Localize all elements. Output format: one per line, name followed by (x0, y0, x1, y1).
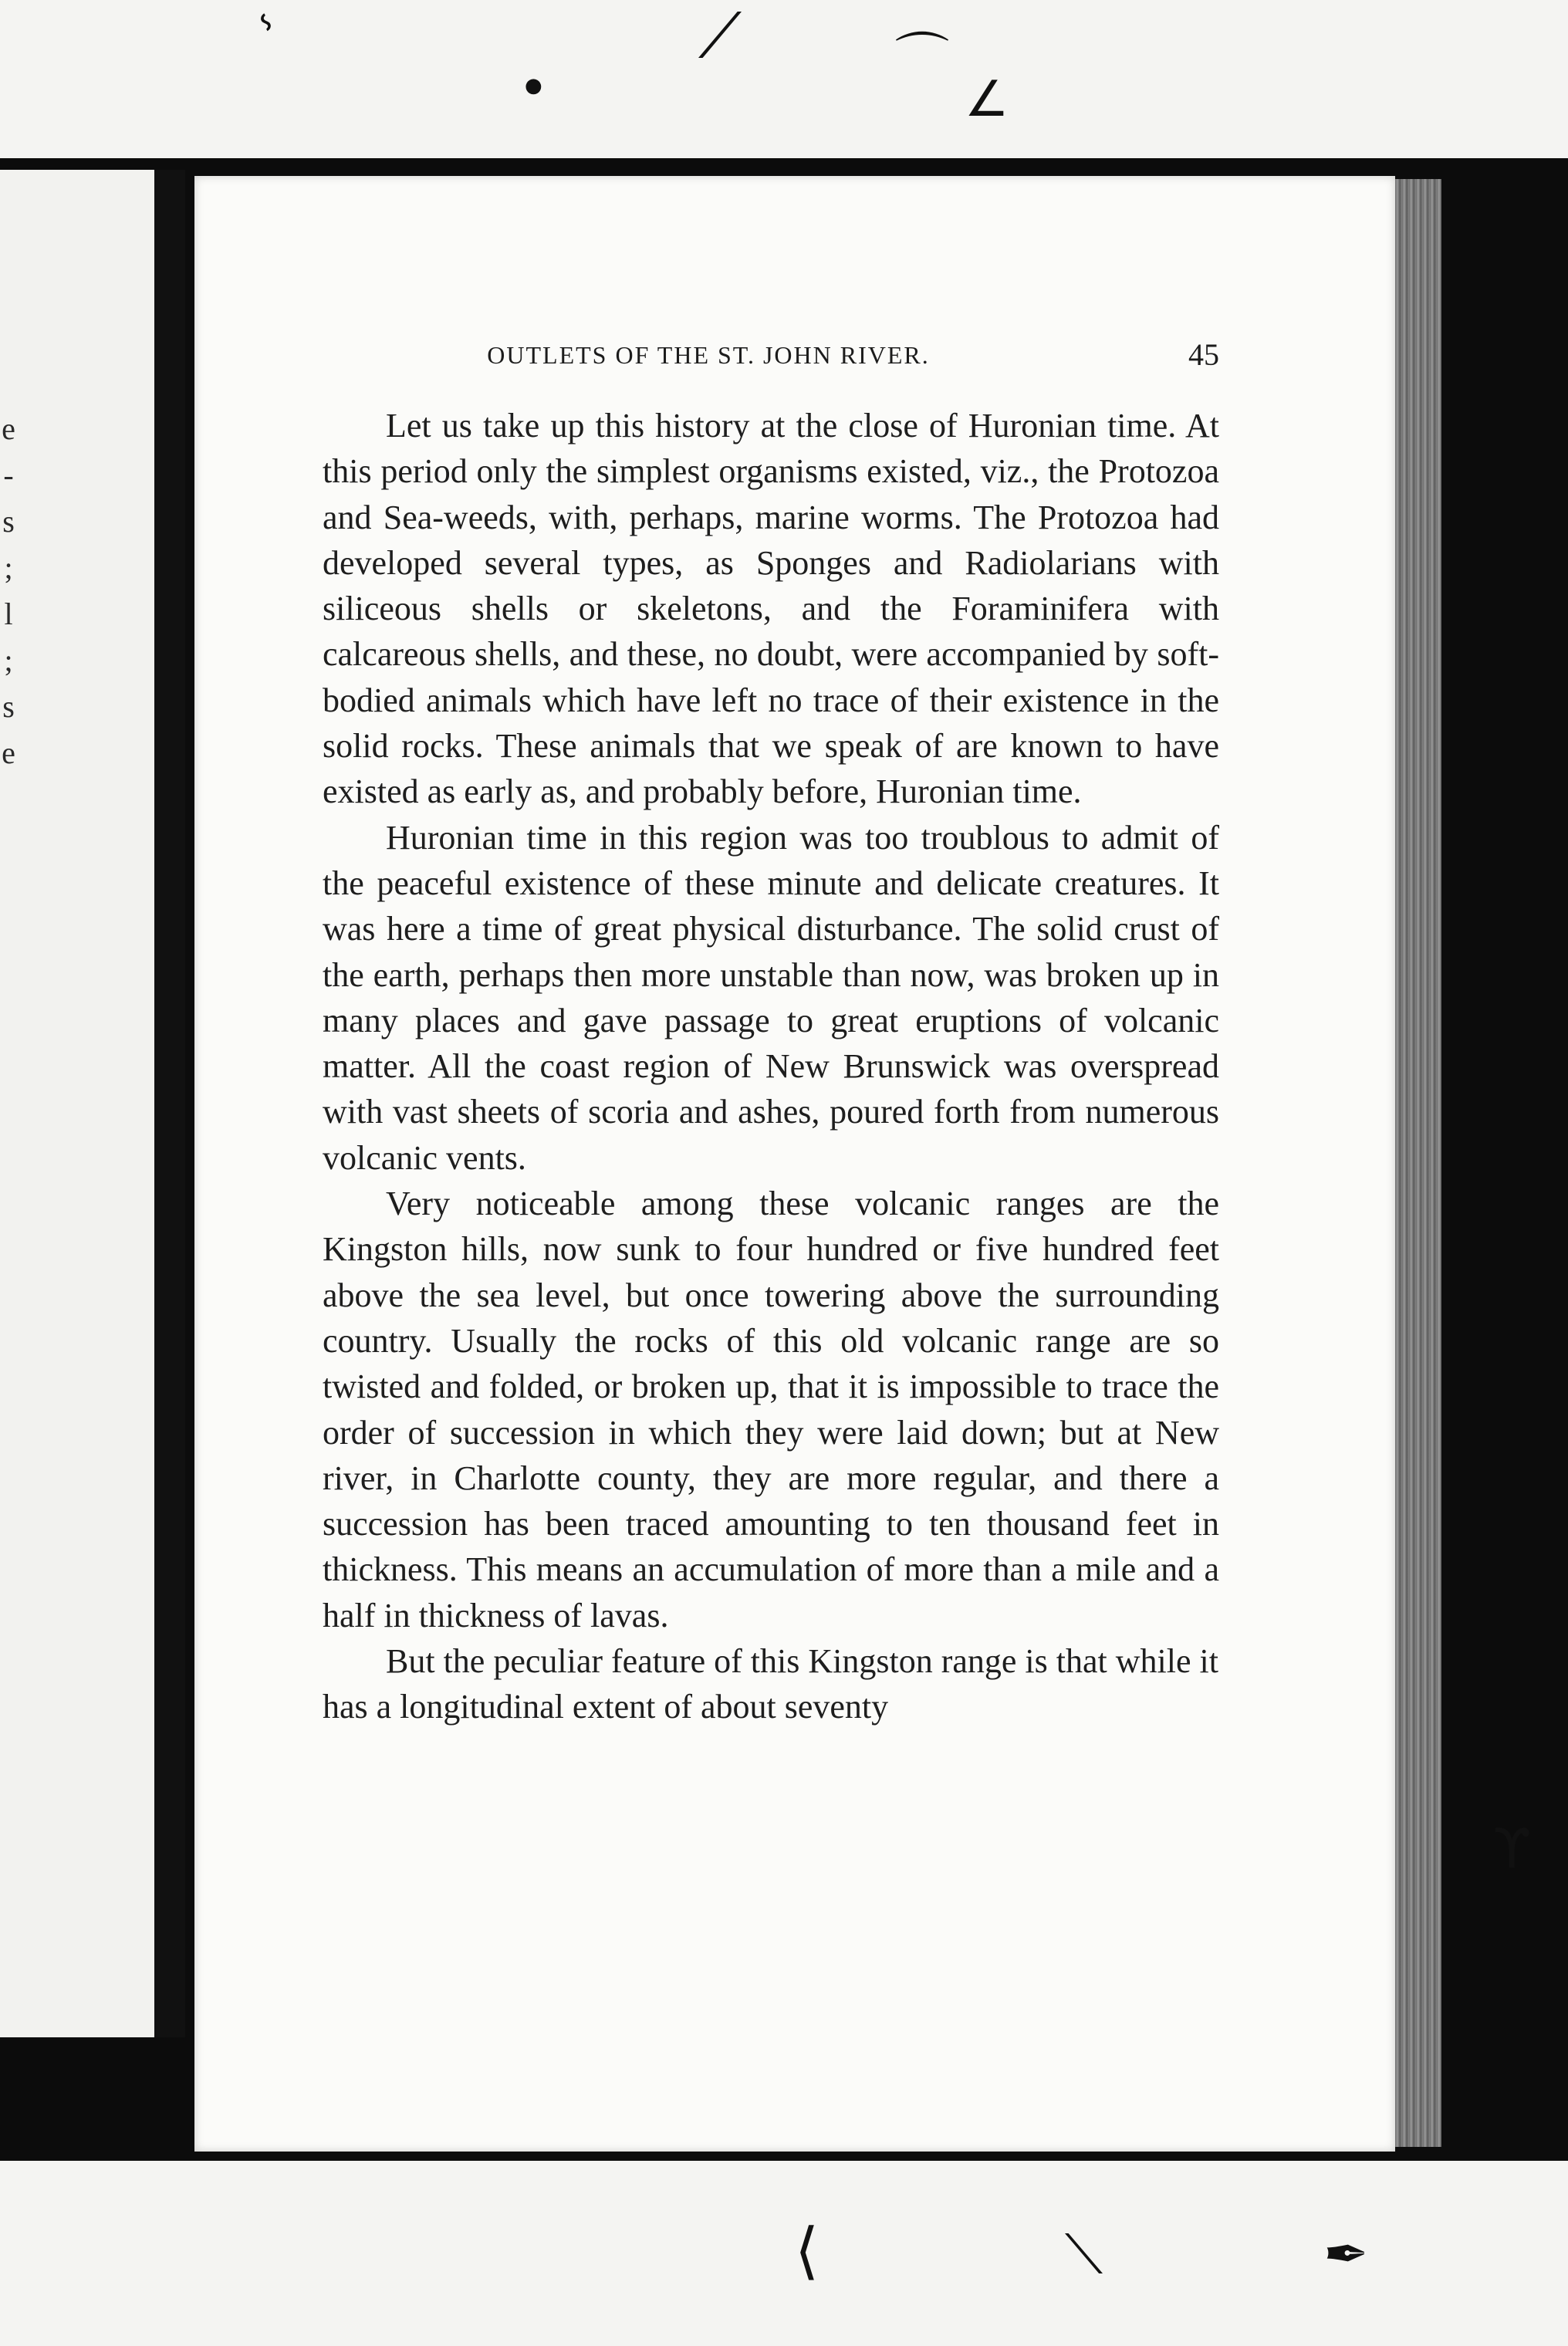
paragraph: Huronian time in this region was too troublous to admit of the peaceful existence of these minute and delicate creatures. It was here a time of great physical disturbance. The solid crust of the earth, perhaps then more unstable than now, was broken up in many places and gave passage to great eruptions of volcanic matter. All the coast region of New Brunswick was overspread with vast sheets of scoria and ashes, poured forth from numerous volcanic vents. (323, 818, 1219, 1177)
running-head-title: OUTLETS OF THE ST. JOHN RIVER. (487, 341, 930, 369)
film-scratch-mark: ⟨ (795, 2215, 819, 2287)
film-border-top (0, 0, 1568, 158)
film-scratch-mark: ⸯ (252, 11, 302, 72)
left-page-fragment: s (2, 689, 15, 724)
left-page-fragment: ; (4, 643, 13, 678)
paragraph: Very noticeable among these volcanic ranges are the Kingston hills, now sunk to four hundred or five hundred feet above the sea level, but once towering above the surrounding country. Usually the rocks of this old volcanic range are so twisted and folded, or broken up, that it is impossible to trace the order of succession in which they were laid down; but at New river, in Charlotte county, they are more regular, and there a succession has been traced amounting to ten thousand feet in thickness. This means an accumulation of more than a mile and a half in thickness of lavas. (323, 1185, 1219, 1634)
adjacent-left-page (0, 170, 154, 2037)
left-page-fragment: s (2, 504, 15, 539)
left-page-fragment: - (3, 458, 14, 492)
film-scratch-mark: ⟋ (698, 0, 742, 72)
paragraph: Let us take up this history at the close of Huronian time. At this period only the simplest organisms existed, viz., the Protozoa and Sea-weeds, with, perhaps, marine worms. The Protozoa had developed several types, as Sponges and Radiolarians with siliceous shells or skeletons, and the Foraminifera with calcareous shells, and these, no doubt, were accompanied by soft-bodied animals which have left no trace of their existence in the solid rocks. These animals that we speak of are known to have existed as early as, and probably before, Huronian time. (323, 407, 1219, 811)
body-text (323, 403, 1219, 1730)
film-scratch-mark: ✒ (1323, 2223, 1369, 2286)
book-gutter (154, 170, 185, 2037)
film-scratch-mark: ⌒ (895, 27, 949, 90)
left-page-fragment: l (4, 597, 13, 631)
paragraph: But the peculiar feature of this Kingston range is that while it has a longitudinal extent of about seventy (323, 1642, 1218, 1726)
film-speck-mark: ● (525, 74, 542, 97)
page-number: 45 (1188, 337, 1219, 372)
page-block-edge (1395, 179, 1441, 2147)
left-page-fragment: e (2, 411, 15, 446)
left-page-fragment: ; (4, 550, 13, 585)
film-scratch-mark: ϒ (1493, 1817, 1531, 1881)
film-scratch-mark: ∠ (965, 71, 1009, 128)
film-scratch-mark: ⟍ (1065, 2223, 1103, 2286)
left-page-fragment: e (2, 735, 15, 770)
